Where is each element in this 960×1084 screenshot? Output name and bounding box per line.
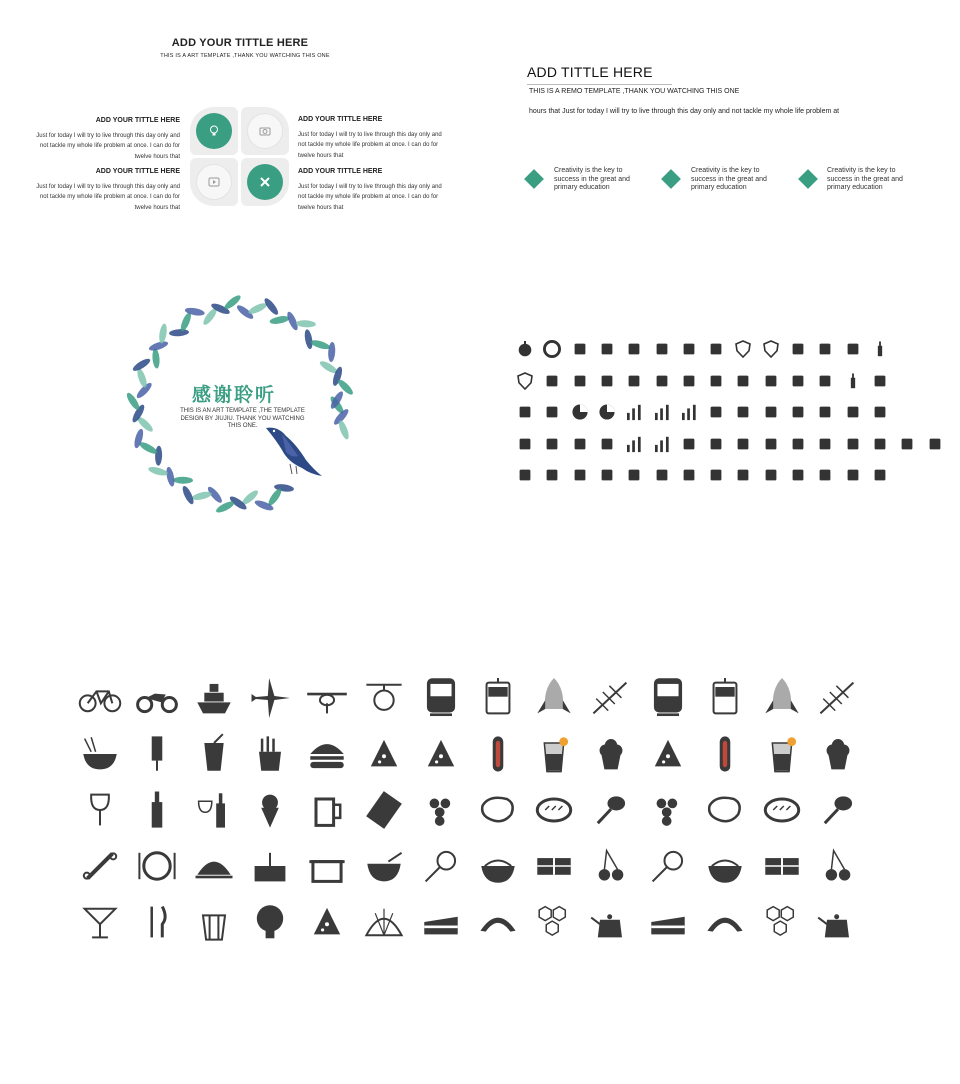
feature-line: twelve hours that <box>134 153 180 160</box>
quadrant-bottom-left <box>190 158 238 206</box>
subtitle-line: DESIGN BY JIUJIU. THANK YOU WATCHING <box>180 415 305 422</box>
briefcase-icon <box>707 372 725 390</box>
dashboard-icon <box>789 435 807 453</box>
handshake-icon <box>762 372 780 390</box>
leaf <box>285 310 300 331</box>
soda-cup-icon <box>192 732 236 776</box>
leaf <box>181 485 196 506</box>
slide1-title: ADD YOUR TITTLE HERE <box>171 37 309 49</box>
juice-icon <box>532 732 576 776</box>
megaphone-icon <box>734 466 752 484</box>
gantt-icon <box>543 435 561 453</box>
protractor-icon <box>516 466 534 484</box>
box-icon <box>762 466 780 484</box>
barcode-icon <box>653 372 671 390</box>
binders-icon <box>762 435 780 453</box>
honeycomb-icon <box>532 900 576 944</box>
croissant-icon <box>703 900 747 944</box>
fan-icon <box>871 435 889 453</box>
bone-icon <box>78 844 122 888</box>
lantern-icon <box>844 435 862 453</box>
pin-icon <box>598 466 616 484</box>
bottle-icon <box>871 340 889 358</box>
stroller-icon <box>844 403 862 421</box>
gavel-icon <box>571 372 589 390</box>
subtitle-line: THIS IS AN ART TEMPLATE ,THE TEMPLATE <box>180 408 305 414</box>
quadrant-bottom-right <box>241 158 289 206</box>
rocket-icon <box>532 676 576 720</box>
pizza-slice-icon <box>419 732 463 776</box>
soup-bowl-icon <box>362 844 406 888</box>
dashboard-icon <box>816 435 834 453</box>
gift-box-icon <box>707 466 725 484</box>
point-line: success in the great and <box>691 175 767 183</box>
pyramid-icon <box>680 466 698 484</box>
captain-hat-icon <box>653 340 671 358</box>
screen-chart-icon <box>734 403 752 421</box>
shield-icon <box>734 340 752 358</box>
hot-dog-icon <box>703 732 747 776</box>
feature-line: Just for today I will try to live through this day only and <box>36 132 180 139</box>
scales-icon <box>543 372 561 390</box>
feature-block-top-left <box>20 116 180 162</box>
bar-chart-icon <box>625 403 643 421</box>
point-line: primary education <box>691 184 747 191</box>
recycle-icon <box>571 340 589 358</box>
play-icon <box>196 164 232 200</box>
glasses-icon <box>816 372 834 390</box>
point-line: success in the great and <box>827 175 903 183</box>
feature-heading: ADD YOUR TITTLE HERE <box>298 168 383 175</box>
cherries-icon <box>816 844 860 888</box>
leaf <box>328 342 336 362</box>
diamond-bullet <box>524 169 544 189</box>
jar-icon <box>844 340 862 358</box>
drumstick-icon <box>589 788 633 832</box>
fish-bone-icon <box>816 676 860 720</box>
truck-icon <box>816 466 834 484</box>
bicycle-icon <box>78 676 122 720</box>
leaf <box>169 329 189 337</box>
point-line: Creativity is the key to <box>691 167 760 174</box>
fish-bone-icon <box>589 676 633 720</box>
feature-line: not tackle my whole life problem at once. I can do for <box>298 142 439 148</box>
bar-chart-icon <box>625 435 643 453</box>
ship-icon <box>192 676 236 720</box>
feature-line: twelve hours that <box>298 152 344 159</box>
gavel-icon <box>598 372 616 390</box>
pie-chart-icon <box>571 403 589 421</box>
watch-icon <box>789 340 807 358</box>
drumstick-icon <box>816 788 860 832</box>
id-card-icon <box>571 466 589 484</box>
cake-slice-icon <box>419 900 463 944</box>
feature-line: not tackle my whole life problem at once. I can do for <box>39 194 180 200</box>
thanks-heading: 感谢聆听 <box>192 384 277 406</box>
point-line: primary education <box>554 184 610 191</box>
paper-plane-icon <box>543 403 561 421</box>
train-icon <box>419 676 463 720</box>
lollipop-icon <box>646 844 690 888</box>
binoculars-icon <box>734 372 752 390</box>
bomb-icon <box>516 340 534 358</box>
cupcake-icon <box>816 732 860 776</box>
tram-icon <box>476 676 520 720</box>
mushroom-icon <box>248 900 292 944</box>
pointer-icon <box>516 403 534 421</box>
leaf <box>158 323 168 344</box>
teapot-icon <box>589 900 633 944</box>
leaf <box>247 301 268 316</box>
ice-cream-icon <box>248 788 292 832</box>
teapot-icon <box>816 900 860 944</box>
car-icon <box>789 466 807 484</box>
propeller-plane-icon <box>305 676 349 720</box>
thanks-subtitle <box>180 408 305 431</box>
leaf <box>310 338 331 351</box>
rocket-icon <box>760 676 804 720</box>
cloche-icon <box>192 844 236 888</box>
shell-icon <box>362 900 406 944</box>
cocktail-icon <box>78 900 122 944</box>
badge-icon <box>680 340 698 358</box>
pencil-ruler-icon <box>247 164 283 200</box>
point-text <box>554 167 644 193</box>
bird-illustration <box>262 424 326 480</box>
feature-heading: ADD YOUR TITTLE HERE <box>298 116 383 123</box>
syringe-icon <box>816 340 834 358</box>
fries-icon <box>248 732 292 776</box>
bread-icon <box>532 788 576 832</box>
point-line: success in the great and <box>554 175 630 183</box>
bulb-icon <box>196 113 232 149</box>
bento-icon <box>760 844 804 888</box>
bar-chart-icon <box>653 435 671 453</box>
steak-icon <box>476 788 520 832</box>
train-icon <box>646 676 690 720</box>
feature-line: twelve hours that <box>298 204 344 211</box>
feature-line: not tackle my whole life problem at once. I can do for <box>298 194 439 200</box>
point-text <box>691 167 781 193</box>
title-underline <box>527 84 672 85</box>
lifebuoy-icon <box>543 340 561 358</box>
cake-slice-icon <box>646 900 690 944</box>
slide1-subtitle: THIS IS A ART TEMPLATE ,THANK YOU WATCHING THIS ONE <box>160 53 330 59</box>
pacifier-icon <box>871 403 889 421</box>
vase-icon <box>898 435 916 453</box>
airplane-icon <box>248 676 292 720</box>
feature-block-bottom-left <box>20 167 180 213</box>
quadrant-top-left <box>190 107 238 155</box>
leaf <box>269 315 290 326</box>
credit-card-icon <box>653 466 671 484</box>
point-line: Creativity is the key to <box>827 167 896 174</box>
plate-cutlery-icon <box>135 844 179 888</box>
leaf <box>303 329 313 350</box>
chocolate-bar-icon <box>362 788 406 832</box>
cooking-pot-icon <box>305 844 349 888</box>
tag-icon <box>625 372 643 390</box>
banner-icon <box>707 340 725 358</box>
beer-mug-icon <box>305 788 349 832</box>
diamond-bullet <box>661 169 681 189</box>
cupcake-icon <box>589 732 633 776</box>
diamond-bullet <box>798 169 818 189</box>
screen-chart-icon <box>762 403 780 421</box>
point-line: Creativity is the key to <box>554 167 623 174</box>
bottle-icon <box>135 788 179 832</box>
cherries-icon <box>589 844 633 888</box>
abacus-icon <box>543 466 561 484</box>
leaf <box>155 446 163 466</box>
anchor-icon <box>598 340 616 358</box>
bar-chart-icon <box>653 403 671 421</box>
blueprint-icon <box>516 435 534 453</box>
qr-code-icon <box>680 372 698 390</box>
hanger-tag-icon <box>926 435 944 453</box>
feature-line: Just for today I will try to live through this day only and <box>298 131 442 138</box>
point-line: primary education <box>827 184 883 191</box>
pen-icon <box>789 403 807 421</box>
binders-icon <box>734 435 752 453</box>
grapes-icon <box>646 788 690 832</box>
pizza-slice-icon <box>305 900 349 944</box>
chart-up-icon <box>789 372 807 390</box>
feature-heading: ADD YOUR TITTLE HERE <box>95 117 180 124</box>
feature-line: Just for today I will try to live through this day only and <box>36 183 180 190</box>
feature-line: not tackle my whole life problem at once. I can do for <box>39 143 180 149</box>
pizza-slice-icon <box>362 732 406 776</box>
shield-icon <box>762 340 780 358</box>
tram-icon <box>703 676 747 720</box>
feature-block-bottom-right <box>298 167 458 213</box>
sewing-machine-icon <box>871 372 889 390</box>
leaf <box>148 340 169 353</box>
camera-icon <box>247 113 283 149</box>
honeycomb-icon <box>760 900 804 944</box>
slide2-title: ADD TITTLE HERE <box>527 64 653 80</box>
birthday-cake-icon <box>248 844 292 888</box>
juice-icon <box>760 732 804 776</box>
bar-list-icon <box>598 435 616 453</box>
binder-icon <box>707 435 725 453</box>
slide2-body: hours that Just for today I will try to live through this day only and not tackle my whole life problem at <box>529 108 840 115</box>
leaf <box>173 477 193 484</box>
bar-chart-icon <box>680 403 698 421</box>
steak-icon <box>703 788 747 832</box>
subtitle-line: THIS ONE. <box>227 423 258 429</box>
pie-chart-icon <box>598 403 616 421</box>
quadrant-top-right <box>241 107 289 155</box>
popcorn-icon <box>192 900 236 944</box>
croissant-icon <box>476 900 520 944</box>
bar-list-icon <box>571 435 589 453</box>
popsicle-icon <box>135 732 179 776</box>
bento-icon <box>532 844 576 888</box>
hot-dog-icon <box>476 732 520 776</box>
table-icon <box>680 435 698 453</box>
leaf <box>296 320 316 328</box>
bread-icon <box>760 788 804 832</box>
motorcycle-icon <box>135 676 179 720</box>
helicopter-icon <box>362 676 406 720</box>
rice-bowl-icon <box>703 844 747 888</box>
shield-icon <box>516 372 534 390</box>
feature-line: Just for today I will try to live through this day only and <box>298 183 442 190</box>
slide2-subtitle: THIS IS A REMO TEMPLATE ,THANK YOU WATCHING THIS ONE <box>529 88 740 95</box>
baby-bottle-icon <box>816 403 834 421</box>
area-chart-icon <box>707 403 725 421</box>
pizza-slice-icon <box>646 732 690 776</box>
wine-bottle-glass-icon <box>192 788 236 832</box>
bus-icon <box>871 466 889 484</box>
feature-line: twelve hours that <box>134 204 180 211</box>
feature-heading: ADD YOUR TITTLE HERE <box>95 168 180 175</box>
point-text <box>827 167 917 193</box>
lollipop-icon <box>419 844 463 888</box>
bottle-icon <box>844 372 862 390</box>
fork-knife-icon <box>135 900 179 944</box>
podium-icon <box>625 466 643 484</box>
wine-glass-icon <box>78 788 122 832</box>
rice-bowl-icon <box>476 844 520 888</box>
leaf <box>152 348 161 369</box>
burger-icon <box>305 732 349 776</box>
noodle-bowl-icon <box>78 732 122 776</box>
tow-truck-icon <box>844 466 862 484</box>
leaf <box>165 466 176 487</box>
leaf <box>147 465 168 477</box>
grapes-icon <box>419 788 463 832</box>
ship-wheel-icon <box>625 340 643 358</box>
feature-block-top-right <box>298 115 458 161</box>
